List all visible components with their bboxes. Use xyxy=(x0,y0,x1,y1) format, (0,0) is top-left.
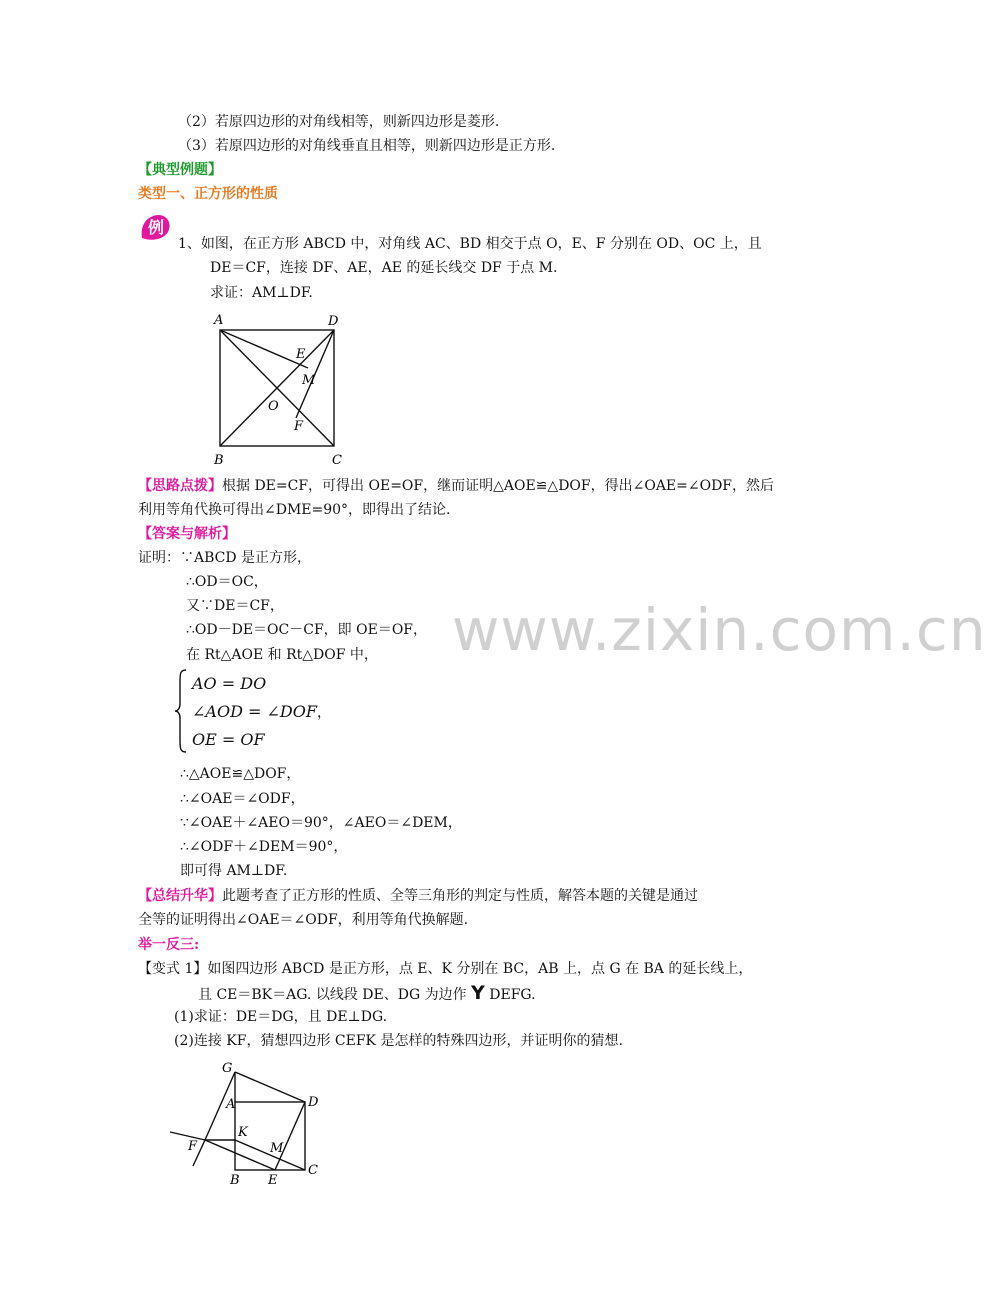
example-badge xyxy=(138,212,172,242)
problem-text: 1、如图，在正方形 ABCD 中，对角线 AC、BD 相交于点 O，E、F 分别在 OD、OC 上，且 xyxy=(178,236,762,252)
text-line: （2）若原四边形的对角线相等，则新四边形是菱形. xyxy=(178,114,500,130)
variant-text: 【变式 1】如图四边形 ABCD 是正方形，点 E、K 分别在 BC，AB 上，点 G 在 BA 的延长线上， xyxy=(138,961,753,977)
summary-label: 【总结升华】 xyxy=(138,888,222,904)
proof-line: 又∵DE＝CF， xyxy=(186,598,284,614)
text-line: （3）若原四边形的对角线垂直且相等，则新四边形是正方形. xyxy=(178,138,556,154)
variant-question: (2)连接 KF，猜想四边形 CEFK 是怎样的特殊四边形，并证明你的猜想. xyxy=(174,1033,623,1049)
problem-text: DE＝CF，连接 DF、AE，AE 的延长线交 DF 于点 M. xyxy=(210,260,558,276)
variant-text-part: DEFG. xyxy=(489,987,536,1003)
section-heading: 【典型例题】 xyxy=(138,162,222,178)
summary-text: 此题考查了正方形的性质、全等三角形的判定与性质，解答本题的关键是通过 xyxy=(222,888,698,904)
parallelogram-symbol: Y xyxy=(471,982,485,1004)
label-A: A xyxy=(214,313,224,328)
equation-comma: ， xyxy=(316,705,331,721)
label-F: F xyxy=(188,1139,198,1154)
variant-text-part: 且 CE＝BK＝AG. 以线段 DE、DG 为边作 xyxy=(198,987,467,1003)
label-E: E xyxy=(296,347,306,362)
problem-text: 求证：AM⊥DF. xyxy=(210,285,313,301)
hint-label: 【思路点拨】 xyxy=(138,478,222,494)
parallelogram-figure xyxy=(168,1056,328,1190)
hint-paragraph xyxy=(138,476,774,496)
proof-line: ∴△AOE≌△DOF， xyxy=(180,766,301,782)
label-C: C xyxy=(308,1163,318,1178)
equation-line xyxy=(192,702,331,723)
watermark: www.zixin.com.cn xyxy=(452,596,987,664)
equation-line: OE = OF xyxy=(192,730,265,749)
summary-text: 全等的证明得出∠OAE＝∠ODF，利用等角代换解题. xyxy=(138,912,469,928)
label-C: C xyxy=(332,453,342,468)
proof-line: 在 Rt△AOE 和 Rt△DOF 中， xyxy=(186,647,378,663)
label-F: F xyxy=(294,419,304,434)
label-D: D xyxy=(308,1095,319,1110)
variant-question: (1)求证：DE＝DG，且 DE⊥DG. xyxy=(174,1009,388,1025)
label-B: B xyxy=(214,453,224,468)
proof-line: ∴∠ODF＋∠DEM＝90°， xyxy=(180,839,348,855)
proof-line: ∴OD＝OC， xyxy=(186,574,268,590)
label-B: B xyxy=(230,1173,240,1188)
label-M: M xyxy=(302,373,316,388)
summary-paragraph xyxy=(138,886,698,906)
label-E: E xyxy=(268,1173,278,1188)
label-A: A xyxy=(226,1097,236,1112)
equation-line: AO = DO xyxy=(192,674,267,693)
proof-line: 证明：∵ABCD 是正方形， xyxy=(138,550,312,566)
practice-heading: 举一反三: xyxy=(138,937,200,953)
left-brace xyxy=(174,668,188,754)
equation: ∠AOD = ∠DOF xyxy=(192,702,317,721)
square-figure xyxy=(210,308,350,468)
proof-line: ∴∠OAE＝∠ODF， xyxy=(180,791,305,807)
proof-line: ∵∠OAE＋∠AEO＝90°，∠AEO＝∠DEM， xyxy=(180,815,462,831)
label-O: O xyxy=(268,399,279,414)
hint-text: 根据 DE=CF，可得出 OE=OF，继而证明△AOE≌△DOF，得出∠OAE=∠ODF，然后 xyxy=(222,478,775,494)
hint-text: 利用等角代换可得出∠DME=90°，即得出了结论. xyxy=(138,502,451,518)
label-K: K xyxy=(238,1125,248,1140)
badge-text: 例 xyxy=(147,218,165,237)
label-G: G xyxy=(222,1061,233,1076)
proof-line: ∴OD－DE＝OC－CF，即 OE＝OF， xyxy=(186,622,428,638)
label-M: M xyxy=(270,1141,284,1156)
label-D: D xyxy=(328,314,339,329)
variant-text xyxy=(198,983,536,1005)
answer-label: 【答案与解析】 xyxy=(138,526,236,542)
type-heading: 类型一、正方形的性质 xyxy=(138,186,278,202)
proof-line: 即可得 AM⊥DF. xyxy=(180,863,288,879)
